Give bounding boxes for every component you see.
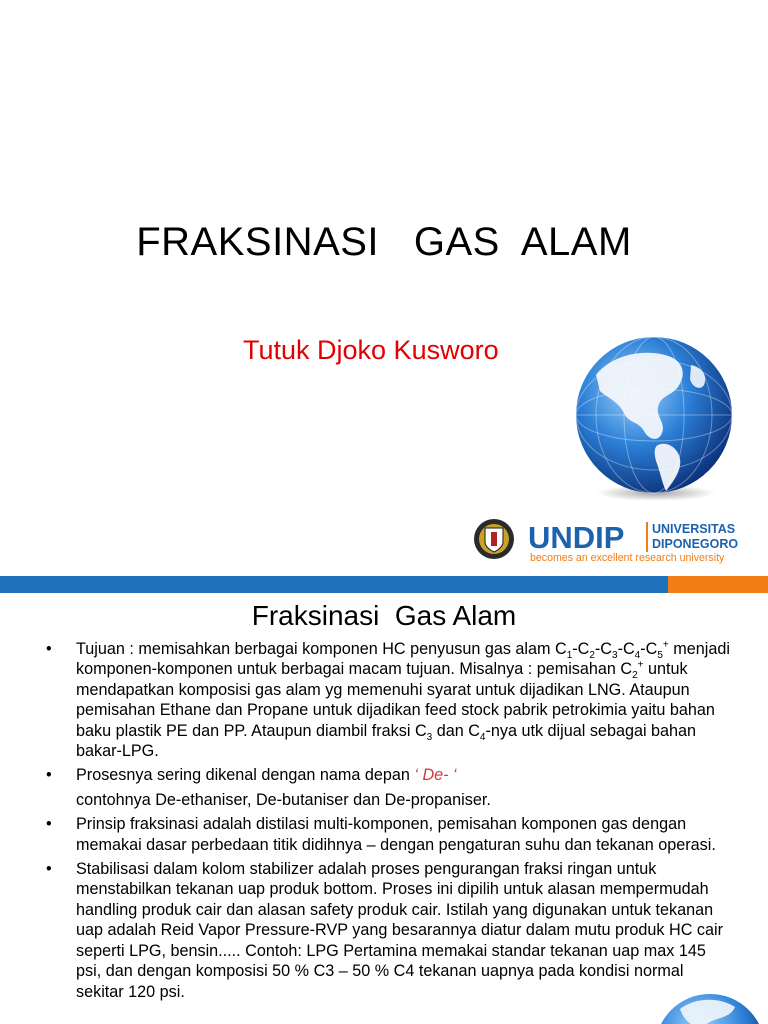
bullet-proses: • Prosesnya sering dikenal dengan nama depan ‘ De- ‘ contohnya De-ethaniser, De-butaniser dan De-propaniser.: [42, 765, 732, 810]
globe-icon-partial: [640, 989, 760, 1024]
globe-icon: [566, 335, 742, 505]
content-slide: [0, 593, 768, 1024]
undip-seal-icon: [474, 519, 514, 559]
svg-text:UNIVERSITAS: UNIVERSITAS: [652, 522, 736, 536]
divider-bar-orange: [668, 576, 768, 593]
svg-text:UNDIP: UNDIP: [528, 520, 625, 555]
bullet-prinsip: • Prinsip fraksinasi adalah distilasi multi-komponen, pemisahan komponen gas dengan memakai dasar perbedaan titik didihnya – dengan pengaturan suhu dan tekanan operasi.: [42, 814, 732, 855]
bullet-tujuan: • Tujuan : memisahkan berbagai komponen HC penyusun gas alam $C_1-C_2-C_3-C_4-C_5^+$ menjadi komponen-komponen untuk berbagai macam tujuan. Misalnya : pemisahan $C_2^+$ untuk mendapatkan komposisi gas alam yg memenuhi syarat untuk dijadikan LNG. Ataupun pemisahan Ethane dan Propane untuk dijadikan feed stock pabrik petrokimia yaitu bahan baku plastik PE dan PP. Ataupun diambil fraksi $C_3$ dan $C_4$-nya utk dijual sebagai bahan bakar-LPG.: [42, 639, 732, 761]
slide2-title: Fraksinasi Gas Alam: [251, 600, 517, 631]
bullet-list: [42, 639, 732, 1006]
author-name: Tutuk Djoko Kusworo: [243, 335, 499, 365]
svg-text:becomes an excellent research: becomes an excellent research university: [530, 552, 725, 564]
undip-logo: [473, 514, 748, 566]
slide-title: FRAKSINASI GAS ALAM: [136, 220, 632, 264]
bullet-stabilisasi: • Stabilisasi dalam kolom stabilizer adalah proses pengurangan fraksi ringan untuk menstabilkan tekanan uap produk bottom. Proses ini dipilih untuk alasan mempermudah handling produk cair dan alasan safety produk cair. Istilah yang digunakan untuk tekanan uap adalah Reid Vapor Pressure-RVP yang besarannya diatur dalam mutu produk HC cair seperti LPG, bensin..... Contoh: LPG Pertamina memakai standar tekanan uap max 145 psi, dan dengan komposisi 50 % C3 – 50 % C4 tekanan uapnya pada kondisi normal sekitar 120 psi.: [42, 859, 732, 1002]
divider-bar-blue: [0, 576, 668, 593]
svg-text:DIPONEGORO: DIPONEGORO: [652, 537, 739, 551]
